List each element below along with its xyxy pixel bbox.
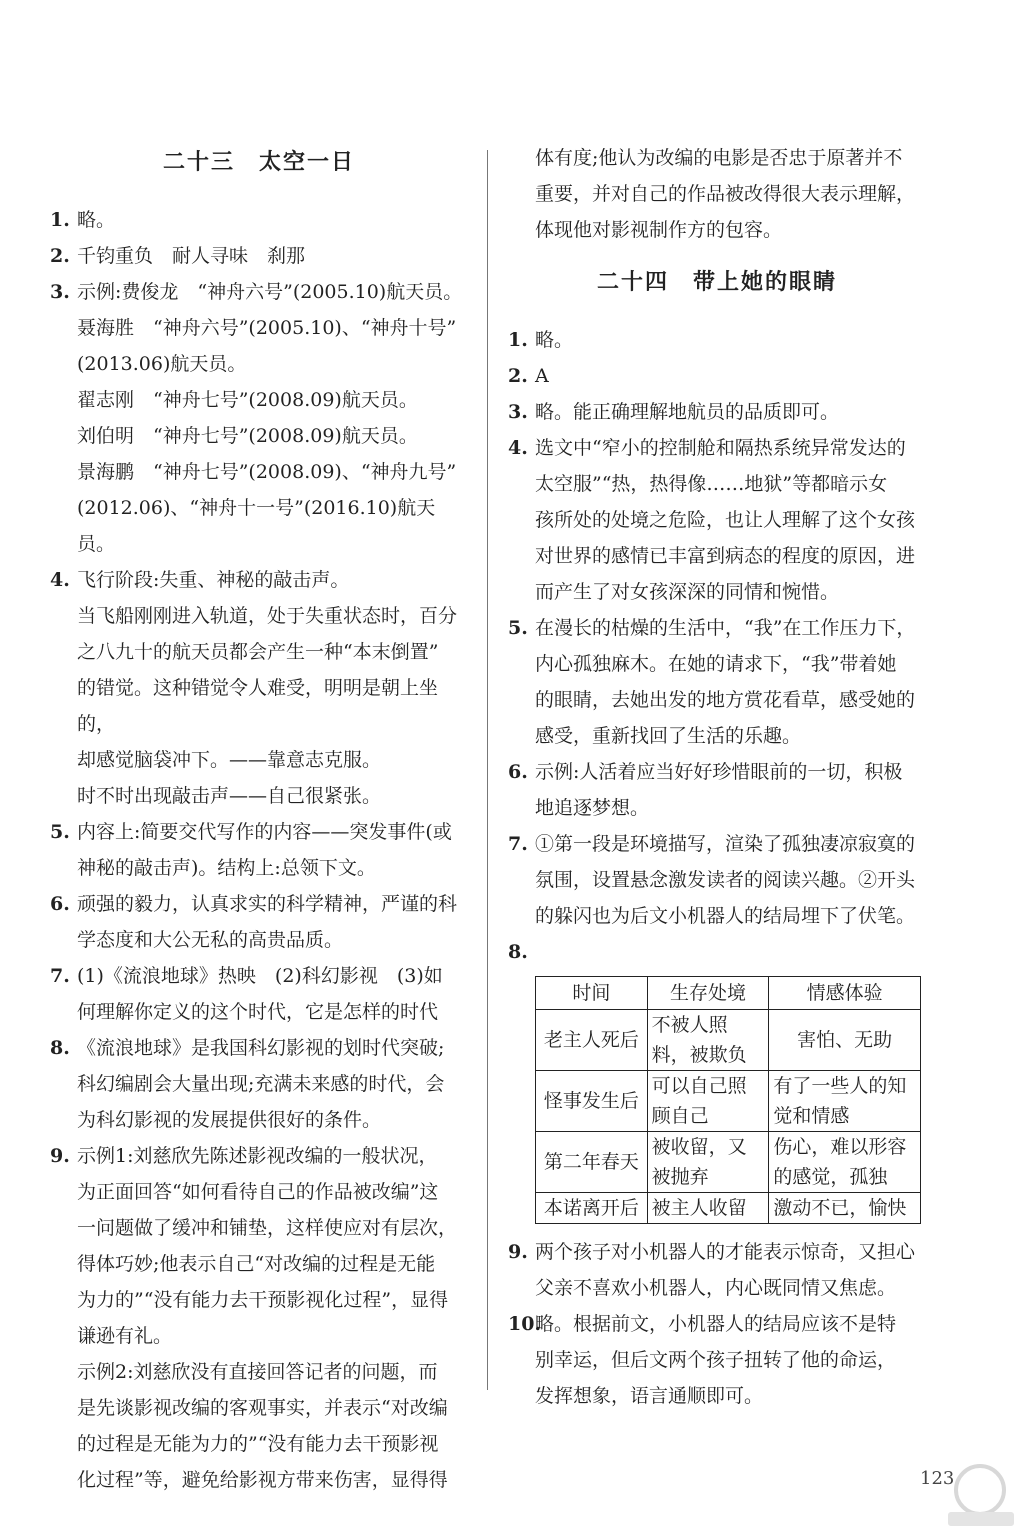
answer-number: 10. xyxy=(508,1313,542,1335)
answer-item-8 xyxy=(508,934,926,970)
answer-line: (1)《流浪地球》热映 (2)科幻影视 (3)如 xyxy=(77,965,443,987)
section-title-24: 二十四 带上她的眼睛 xyxy=(596,269,837,295)
answer-item xyxy=(508,1306,926,1414)
answer-item xyxy=(508,1234,926,1306)
answer-line: 聂海胜 “神舟六号”(2005.10)、“神舟十号” xyxy=(77,317,457,339)
table-cell: 伤心，难以形容的感觉，孤独 xyxy=(769,1132,921,1193)
answer-line: 为科幻影视的发展提供很好的条件。 xyxy=(77,1109,382,1131)
answer-line: 谦逊有礼。 xyxy=(77,1325,173,1347)
answer-item xyxy=(50,562,468,814)
answer-number: 9. xyxy=(50,1145,70,1167)
table-body xyxy=(536,1010,921,1224)
right-answer-list-after xyxy=(508,1234,926,1414)
table-header-cell: 情感体验 xyxy=(769,977,921,1010)
answer-item xyxy=(50,1138,468,1498)
answer-line: 示例2:刘慈欣没有直接回答记者的问题，而 xyxy=(77,1361,438,1383)
answer-line: 化过程”等，避免给影视方带来伤害，显得得 xyxy=(77,1469,448,1491)
answer-line: 学态度和大公无私的高贵品质。 xyxy=(77,929,344,951)
answer-line: 感受，重新找回了生活的乐趣。 xyxy=(535,725,802,747)
answer-line: 却感觉脑袋冲下。——靠意志克服。 xyxy=(77,749,382,771)
table-cell: 第二年春天 xyxy=(536,1132,648,1193)
answer-item xyxy=(508,430,926,610)
page-number: 123 xyxy=(920,1468,955,1489)
table-cell: 害怕、无助 xyxy=(769,1010,921,1071)
answer-item xyxy=(50,274,468,562)
answer-number: 5. xyxy=(508,617,528,639)
answer-item xyxy=(50,958,468,1030)
answer-number: 3. xyxy=(50,281,70,303)
answer-line: 而产生了对女孩深深的同情和惋惜。 xyxy=(535,581,840,603)
answer-line: ①第一段是环境描写，渲染了孤独凄凉寂寞的 xyxy=(535,833,916,855)
answer-number: 4. xyxy=(508,437,528,459)
answer-line: 略。 xyxy=(77,209,116,231)
answer-table xyxy=(535,976,921,1224)
answer-line: 之八九十的航天员都会产生一种“本末倒置” xyxy=(77,641,439,663)
answer-item xyxy=(508,322,926,358)
table-cell: 有了一些人的知觉和情感 xyxy=(769,1071,921,1132)
answer-item xyxy=(50,814,468,886)
answer-line: 翟志刚 “神舟七号”(2008.09)航天员。 xyxy=(77,389,418,411)
answer-number: 1. xyxy=(508,329,528,351)
answer-number: 6. xyxy=(508,761,528,783)
answer-line: 的过程是无能为力的”“没有能力去干预影视 xyxy=(77,1433,439,1455)
answer-number: 9. xyxy=(508,1241,528,1263)
right-column xyxy=(508,140,926,1414)
answer-line: (2013.06)航天员。 xyxy=(77,353,247,375)
answer-line: 得体巧妙;他表示自己“对改编的过程是无能 xyxy=(77,1253,436,1275)
answer-line: 别幸运，但后文两个孩子扭转了他的命运， xyxy=(535,1349,897,1371)
answer-line: 对世界的感情已丰富到病态的程度的原因，进 xyxy=(535,545,916,567)
answer-item xyxy=(508,358,926,394)
answer-line: 时不时出现敲击声——自己很紧张。 xyxy=(77,785,382,807)
answer-line: 父亲不喜欢小机器人，内心既同情又焦虑。 xyxy=(535,1277,897,1299)
answer-item xyxy=(50,1030,468,1138)
answer-item xyxy=(50,886,468,958)
answer-line: (2012.06)、“神舟十一号”(2016.10)航天员。 xyxy=(77,497,436,555)
answer-line: 略。根据前文，小机器人的结局应该不是特 xyxy=(535,1313,897,1335)
answer-line: 体现他对影视制作方的包容。 xyxy=(535,219,783,241)
column-divider xyxy=(487,150,488,1390)
table-cell: 本诺离开后 xyxy=(536,1193,648,1224)
answer-line: 地追逐梦想。 xyxy=(535,797,650,819)
answer-line: 示例:人活着应当好好珍惜眼前的一切，积极 xyxy=(535,761,903,783)
answer-item xyxy=(508,754,926,826)
answer-line: 示例1:刘慈欣先陈述影视改编的一般状况， xyxy=(77,1145,438,1167)
answer-line: 科幻编剧会大量出现;充满未来感的时代，会 xyxy=(77,1073,445,1095)
answer-line: 内容上:简要交代写作的内容——突发事件(或 xyxy=(77,821,452,843)
answer-line: 千钧重负 耐人寻味 刹那 xyxy=(77,245,306,267)
answer-line: 为正面回答“如何看待自己的作品被改编”这 xyxy=(77,1181,439,1203)
answer-line: 一问题做了缓冲和铺垫，这样使应对有层次， xyxy=(77,1217,458,1239)
answer-item xyxy=(508,826,926,934)
answer-line: 氛围，设置悬念激发读者的阅读兴趣。②开头 xyxy=(535,869,916,891)
answer-number: 2. xyxy=(50,245,70,267)
watermark-logo-icon xyxy=(940,1460,1020,1530)
answer-item xyxy=(508,394,926,430)
answer-line: 的错觉。这种错觉令人难受，明明是朝上坐的， xyxy=(77,677,439,735)
table-row xyxy=(536,1071,921,1132)
answer-number: 4. xyxy=(50,569,70,591)
answer-item xyxy=(50,202,468,238)
answer-line: 内心孤独麻木。在她的请求下，“我”带着她 xyxy=(535,653,897,675)
left-answer-list xyxy=(50,202,468,1498)
answer-line: 重要，并对自己的作品被改得很大表示理解， xyxy=(535,183,916,205)
answer-line: 略。能正确理解地航员的品质即可。 xyxy=(535,401,840,423)
answer-line: 的眼睛，去她出发的地方赏花看草，感受她的 xyxy=(535,689,916,711)
table-cell: 怪事发生后 xyxy=(536,1071,648,1132)
table-row xyxy=(536,1193,921,1224)
table-header-cell: 时间 xyxy=(536,977,648,1010)
answer-line: 两个孩子对小机器人的才能表示惊奇，又担心 xyxy=(535,1241,916,1263)
answer-line: 神秘的敲击声)。结构上:总领下文。 xyxy=(77,857,376,879)
table-cell: 被收留，又被抛弃 xyxy=(647,1132,769,1193)
answer-line: 为力的”“没有能力去干预影视化过程”，显得 xyxy=(77,1289,449,1311)
answer-number: 1. xyxy=(50,209,70,231)
answer-line: 《流浪地球》是我国科幻影视的划时代突破; xyxy=(77,1037,445,1059)
answer-line: 太空服”“热，热得像……地狱”等都暗示女 xyxy=(535,473,888,495)
table-cell: 被主人收留 xyxy=(647,1193,769,1224)
answer-line: 何理解你定义的这个时代，它是怎样的时代 xyxy=(77,1001,439,1023)
answer-line: 发挥想象，语言通顺即可。 xyxy=(535,1385,764,1407)
table-cell: 老主人死后 xyxy=(536,1010,648,1071)
table-cell: 不被人照料，被欺负 xyxy=(647,1010,769,1071)
answer-line: 略。 xyxy=(535,329,574,351)
answer-number: 7. xyxy=(50,965,70,987)
answer-number: 8. xyxy=(508,941,528,963)
table-row xyxy=(536,1132,921,1193)
left-column xyxy=(50,140,468,1498)
answer-number: 3. xyxy=(508,401,528,423)
answer-line: 体有度;他认为改编的电影是否忠于原著并不 xyxy=(535,147,903,169)
table-header-row xyxy=(536,977,921,1010)
right-answer-list xyxy=(508,322,926,934)
table-cell: 可以自己照顾自己 xyxy=(647,1071,769,1132)
table-row xyxy=(536,1010,921,1071)
answer-line: 刘伯明 “神舟七号”(2008.09)航天员。 xyxy=(77,425,418,447)
answer-line: 的躲闪也为后文小机器人的结局埋下了伏笔。 xyxy=(535,905,916,927)
table-header-cell: 生存处境 xyxy=(647,977,769,1010)
answer-item xyxy=(508,610,926,754)
answer-line: 景海鹏 “神舟七号”(2008.09)、“神舟九号” xyxy=(77,461,457,483)
answer-number: 2. xyxy=(508,365,528,387)
answer-line: 示例:费俊龙 “神舟六号”(2005.10)航天员。 xyxy=(77,281,463,303)
answer-number: 8. xyxy=(50,1037,70,1059)
section-title-23: 二十三 太空一日 xyxy=(162,149,355,175)
answer-line: 孩所处的处境之危险，也让人理解了这个女孩 xyxy=(535,509,916,531)
answer-number: 6. xyxy=(50,893,70,915)
answer-line: 是先谈影视改编的客观事实，并表示“对改编 xyxy=(77,1397,448,1419)
answer-line: 顽强的毅力，认真求实的科学精神，严谨的科 xyxy=(77,893,458,915)
table-cell: 激动不已，愉快 xyxy=(769,1193,921,1224)
answer-line: 在漫长的枯燥的生活中，“我”在工作压力下， xyxy=(535,617,916,639)
answer-line: 选文中“窄小的控制舱和隔热系统异常发达的 xyxy=(535,437,906,459)
answer-line: 当飞船刚刚进入轨道，处于失重状态时，百分 xyxy=(77,605,458,627)
answer-line: A xyxy=(535,365,549,387)
answer-number: 7. xyxy=(508,833,528,855)
answer-line: 飞行阶段:失重、神秘的敲击声。 xyxy=(77,569,350,591)
continued-answer xyxy=(508,140,926,248)
answer-number: 5. xyxy=(50,821,70,843)
answer-item xyxy=(50,238,468,274)
